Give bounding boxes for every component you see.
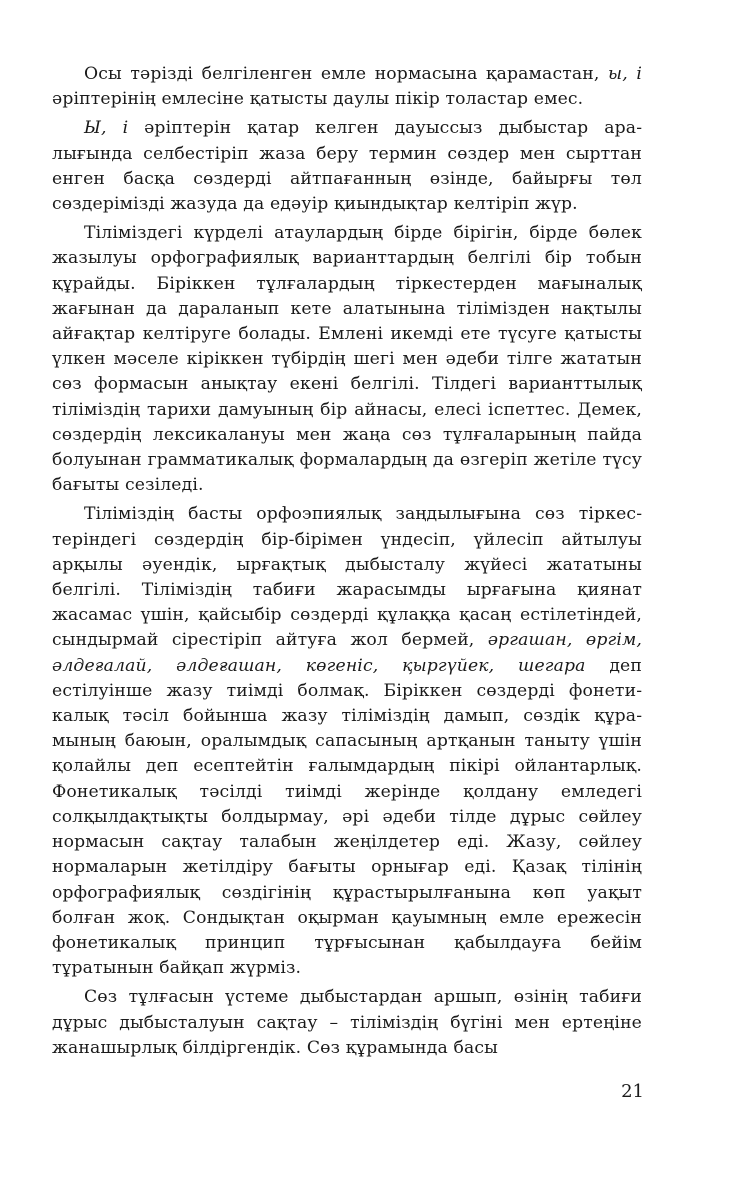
page-body: [52, 62, 642, 1065]
paragraph-1-italic-letters: ы, і: [608, 64, 642, 84]
paragraph-1-text-end: әріптерінің емлесіне қатысты даулы пікір толастар емес.: [52, 89, 584, 110]
paragraph-3: [52, 221, 642, 498]
paragraph-5: [52, 985, 642, 1061]
paragraph-4: [52, 502, 642, 981]
paragraph-2-text: әріптерін қатар келген дауыссыз дыбыстар аралығында селбестіріп жаза беру термин сөздер мен сырттан енген басқа сөздерді айтпағанның өзінде, байырғы төл сөздерімізді жазуда да едәуір қиындықтар келтіріп жүр.: [52, 118, 642, 215]
paragraph-4-text-end: деп естілуінше жазу тиімді болмақ. Біріккен сөздерді фонетикалық тәсіл бойынша жазу тіліміздің дамып, сөздік құрамының баюын, оралымдық сапасының артқанын таныту үшін қолайлы деп есептейтін ғалымдардың пікірі ойлантарлық. Фонетикалық тәсілді тиімді жерінде қолдану емледегі солқылдақтықты болдырмау, әрі әдеби тілде дұрыс сөйлеу нормасын сақтау талабын жеңілдетер еді. Жазу, сөйлеу нормаларын жетілдіру бағыты орнығар еді. Қазақ тілінің орфографиялық сөздігінің құрастырылғанына көп уақыт болған жоқ. Сондықтан оқырман қауымның емле ережесін фонетикалық принцип тұрғысынан қабылдауға бейім тұратынын байқап жүрміз.: [52, 655, 642, 979]
paragraph-1-text: Осы тәрізді белгіленген емле нормасына қарамастан,: [84, 64, 609, 84]
paragraph-2: [52, 116, 642, 217]
paragraph-5-text: Сөз тұлғасын үстеме дыбыстардан аршып, өзінің табиғи дұрыс дыбысталуын сақтау – тіліміздің бүгіні мен ертеңіне жанашырлық білдіргендік. Сөз құрамында басы: [52, 987, 642, 1058]
paragraph-4-italic-examples: әргашан, өргім, әлдеғалай, әлдеғашан, көгеніс, қыргүйек, шегара: [52, 630, 642, 676]
paragraph-1: [52, 62, 642, 112]
paragraph-2-italic-letters: Ы, і: [84, 118, 129, 139]
page-number: 21: [621, 1081, 644, 1102]
paragraph-3-text: Тіліміздегі күрделі атаулардың бірде бірігін, бірде бөлек жазылуы орфографиялық варианттардың белгілі бір тобын құрайды. Біріккен тұлғалардың тіркестерден мағыналық жағынан да дараланып кете алатынына тілімізден нақтылы айғақтар келтіруге болады. Емлені икемді ете түсуге қатысты үлкен мәселе кіріккен түбірдің шегі мен әдеби тілге жататын сөз формасын анықтау екені белгілі. Тілдегі варианттылық тіліміздің тарихи дамуының бір айнасы, елесі іспеттес. Демек, сөздердің лексикалануы мен жаңа сөз тұлғаларының пайда болуынан грамматикалық формалардың да өзгеріп жетіле түсу бағыты сезіледі.: [52, 223, 642, 496]
paragraph-4-text: Тіліміздің басты орфоэпиялық заңдылығына сөз тіркестеріндегі сөздердің бір-бірімен үндесіп, үйлесіп айтылуы арқылы әуендік, ырғақтық дыбысталу жүйесі жататыны белгілі. Тіліміздің табиғи жарасымды ырғағына қиянат жасамас үшін, қайсыбір сөздерді құлаққа қасаң естілетіндей, сындырмай сірестіріп айтуға жол бермей,: [52, 504, 642, 651]
